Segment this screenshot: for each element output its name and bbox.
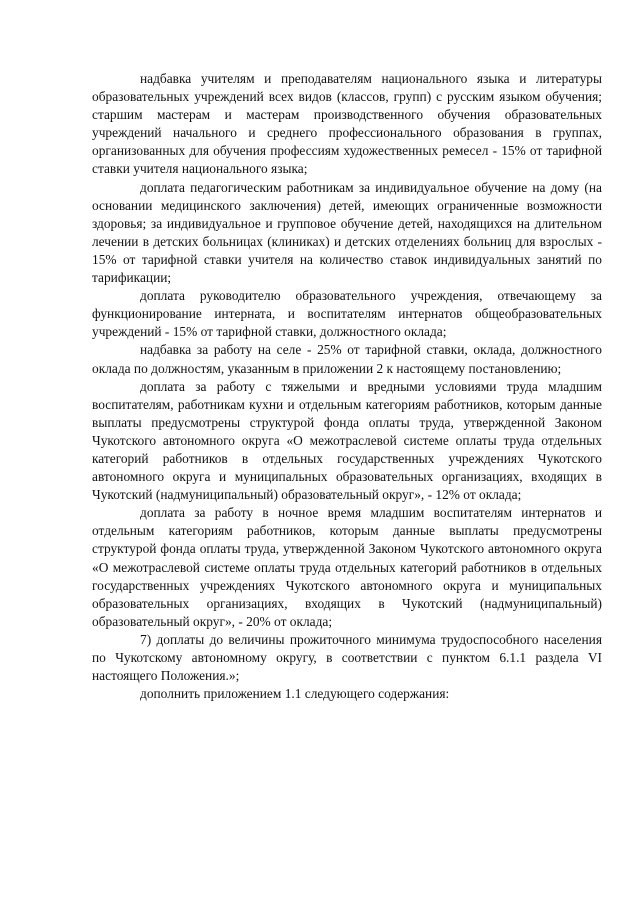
paragraph-hazardous-conditions-supplement: доплата за работу с тяжелыми и вредными условиями труда младшим воспитателям, работникам кухни и отдельным категориям работников, которым данные выплаты предусмотрены структурой фонда оплаты труда, утвержденной Законом Чукотского автономного округа «О межотраслевой системе оплаты труда отдельных категорий работников в отдельных государственных учреждениях Чукотского автономного округа и муниципальных образовательных организациях, входящих в Чукотский (надмуниципальный) образовательный округ», - 12% от оклада; [92,378,602,503]
paragraph-national-language-allowance: надбавка учителям и преподавателям национального языка и литературы образовательных учреждений всех видов (классов, групп) с русским языком обучения; старшим мастерам и мастерам производственного обучения образовательных учреждений начального и среднего профессионального образования в группах, организованных для обучения профессиям художественных ремесел - 15% от тарифной ставки учителя национального языка; [92,71,602,177]
paragraph-subsistence-minimum-supplement: 7) доплаты до величины прожиточного минимума трудоспособного населения по Чукотскому автономному округу, в соответствии с пунктом 6.1.1 раздела VI настоящего Положения.»; [92,631,602,684]
paragraph-home-schooling-supplement: доплата педагогическим работникам за индивидуальное обучение на дому (на основании медицинского заключения) детей, имеющих ограниченные возможности здоровья; за индивидуальное и групповое обучение детей, находящихся на длительном лечении в детских больницах (клиниках) и детских отделениях больниц для взрослых - 15% от тарифной ставки учителя на количество ставок индивидуальных занятий по тарификации; [92,179,602,286]
paragraph-boarding-school-supplement: доплата руководителю образовательного учреждения, отвечающему за функционирование интерната, и воспитателям интернатов общеобразовательных учреждений - 15% от тарифной ставки, должностного оклада; [92,288,602,340]
paragraph-appendix-addition: дополнить приложением 1.1 следующего содержания: [140,686,450,702]
paragraph-rural-work-allowance: надбавка за работу на селе - 25% от тарифной ставки, оклада, должностного оклада по должностям, указанным в приложении 2 к настоящему постановлению; [92,342,602,376]
paragraph-night-work-supplement: доплата за работу в ночное время младшим воспитателям интернатов и отдельным категориям работников, которым данные выплаты предусмотрены структурой фонда оплаты труда, утвержденной Законом Чукотского автономного округа «О межотраслевой системе оплаты труда отдельных категорий работников в отдельных государственных учреждениях Чукотского автономного округа и муниципальных образовательных организациях, входящих в Чукотский (надмуниципальный) образовательный округ», - 20% от оклада; [92,505,602,629]
document-body [92,70,602,703]
